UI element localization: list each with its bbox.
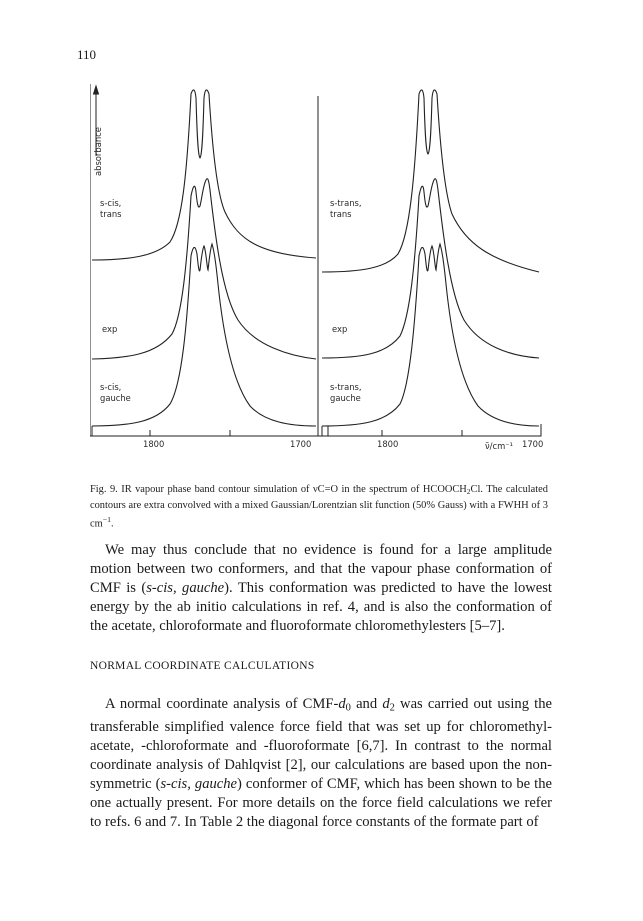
caption-subscript: 2 [466, 486, 471, 496]
para2-d0-sub: 0 [345, 702, 351, 714]
left-tick-1700: 1700 [290, 439, 312, 449]
left-top-label-2: trans [100, 209, 122, 219]
curve-right-strans-trans [322, 90, 539, 272]
para2-text-3: was carried out using the transferable simplified valence force field that was set up for chloromethyl-acetate, -chloroformate and -fluoroformate [6,7]. In contrast to the normal coordinate analysis of Dahlqvist [2], our calculations are based upon the non-symmetric ( [90, 696, 552, 792]
para1-text-1: We may thus conclude that no evidence is found for a large amplitude motion between two conformers, and that the vapour phase conformation of CMF is ( [90, 542, 552, 596]
para2-text-1: A normal coordinate analysis of CMF- [105, 696, 339, 712]
conclusion-paragraph [90, 541, 552, 636]
para2-italic: s-cis, gauche [160, 775, 238, 792]
normal-coordinate-paragraph [90, 695, 552, 832]
left-bottom-label-2: gauche [100, 393, 131, 403]
left-bottom-label-1: s-cis, [100, 382, 122, 392]
figure-caption-label: Fig. 9. [90, 484, 118, 495]
caption-superscript: −1 [102, 514, 111, 524]
para1-text-2: ). This conformation was predicted to have the lowest energy by the ab initio calculations in ref. 4, and is also the conformation of the acetate, chloroformate and fluoroformate chloromethylesters [5–7]. [90, 580, 552, 634]
left-top-label-1: s-cis, [100, 198, 122, 208]
spectrum-plot [90, 84, 545, 456]
page-number: 110 [77, 47, 97, 62]
caption-text-2: Cl. The calculated contours are extra convolved with a mixed Gaussian/Lorentzian slit function (50% Gauss) with a FWHH of 3 cm [90, 484, 548, 530]
absorbance-label: absorbance [93, 127, 103, 176]
right-bottom-label-1: s-trans, [330, 382, 362, 392]
right-top-label-1: s-trans, [330, 198, 362, 208]
left-tick-1800: 1800 [143, 439, 165, 449]
right-middle-label: exp [332, 324, 348, 334]
section-heading: NORMAL COORDINATE CALCULATIONS [90, 660, 315, 672]
para2-d2-sub: 2 [389, 702, 395, 714]
right-tick-1700: 1700 [522, 439, 544, 449]
wavenumber-unit-label: ν̃/cm⁻¹ [485, 441, 514, 451]
para2-text-2: and [350, 696, 383, 712]
caption-text-3: . [111, 518, 114, 530]
right-bottom-label-2: gauche [330, 393, 361, 403]
curve-left-exp [92, 179, 316, 359]
curve-left-scis-trans [92, 90, 316, 260]
spectrum-figure [90, 84, 545, 456]
caption-text-1: IR vapour phase band contour simulation of νC=O in the spectrum of HCOOCH [121, 484, 467, 495]
right-tick-1800: 1800 [377, 439, 399, 449]
para2-d2: d [382, 696, 390, 712]
left-middle-label: exp [102, 324, 118, 334]
right-top-label-2: trans [330, 209, 352, 219]
para2-d0: d [338, 696, 346, 712]
para2-text-4: ) conformer of CMF, which has been shown to be the one actually present. For more details on the force field calculations we refer to refs. 6 and 7. In Table 2 the diagonal force constants of the formate part of [90, 775, 552, 830]
figure-caption [90, 483, 548, 531]
para1-italic: s-cis, gauche [146, 580, 225, 596]
